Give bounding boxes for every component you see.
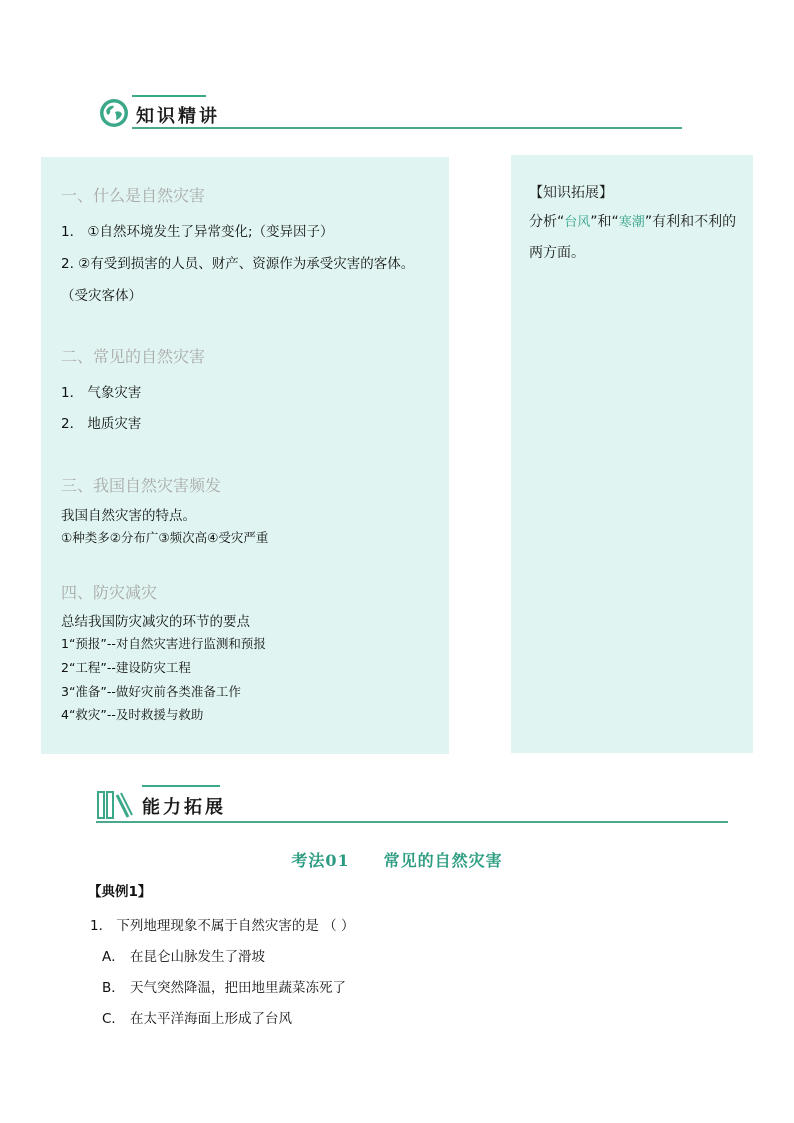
section-title-knowledge: 知识精讲 [136, 106, 220, 127]
header-top-line [132, 95, 206, 97]
section-header-ability [96, 784, 730, 828]
list-item: 我国自然灾害的特点。 [61, 508, 196, 524]
heading-common-disasters: 二、常见的自然灾害 [61, 347, 206, 366]
globe-icon [99, 98, 129, 128]
option-b: B． 天气突然降温，把田地里蔬菜冻死了 [102, 980, 346, 996]
method-heading: 考法01 常见的自然灾害 [291, 851, 503, 870]
list-item: 3“准备”--做好灾前各类准备工作 [61, 684, 241, 699]
extension-text: 分析“台风”和“寒潮”有利和不利的两方面。 [529, 214, 737, 261]
list-item: 1“预报”--对自然灾害进行监测和预报 [61, 636, 266, 651]
list-item: 2. ②有受到损害的人员、财产、资源作为承受灾害的客体。 [61, 256, 415, 272]
list-item: 4“救灾”--及时救援与救助 [61, 707, 204, 722]
extension-title: 【知识拓展】 [529, 185, 613, 201]
section-header-knowledge [96, 92, 684, 132]
list-item: 总结我国防灾减灾的环节的要点 [61, 614, 250, 630]
header-top-line [142, 785, 220, 787]
header-underline [132, 127, 682, 129]
term-typhoon: 台风 [564, 215, 591, 230]
term-cold-wave: 寒潮 [618, 215, 645, 230]
extension-panel [511, 155, 753, 753]
option-a: A． 在昆仑山脉发生了滑坡 [102, 949, 265, 965]
list-item: ①种类多②分布广③频次高④受灾严重 [61, 530, 269, 545]
heading-frequent-disasters: 三、我国自然灾害频发 [61, 476, 222, 495]
header-underline [96, 821, 728, 823]
heading-prevention: 四、防灾减灾 [61, 583, 158, 602]
section-title-ability: 能力拓展 [142, 797, 226, 818]
heading-what-is-disaster: 一、什么是自然灾害 [61, 186, 206, 205]
knowledge-panel [41, 157, 449, 754]
list-item: 2“工程”--建设防灾工程 [61, 660, 191, 675]
list-item: 1． ①自然环境发生了异常变化;（变异因子） [61, 224, 334, 240]
option-c: C． 在太平洋海面上形成了台风 [102, 1011, 292, 1027]
list-item: 1． 气象灾害 [61, 385, 142, 401]
example-label: 【典例1】 [88, 884, 152, 900]
list-item: 2． 地质灾害 [61, 416, 142, 432]
question-stem: 1． 下列地理现象不属于自然灾害的是 （ ） [90, 918, 355, 934]
books-icon [96, 790, 136, 820]
list-item: （受灾客体） [61, 288, 142, 304]
